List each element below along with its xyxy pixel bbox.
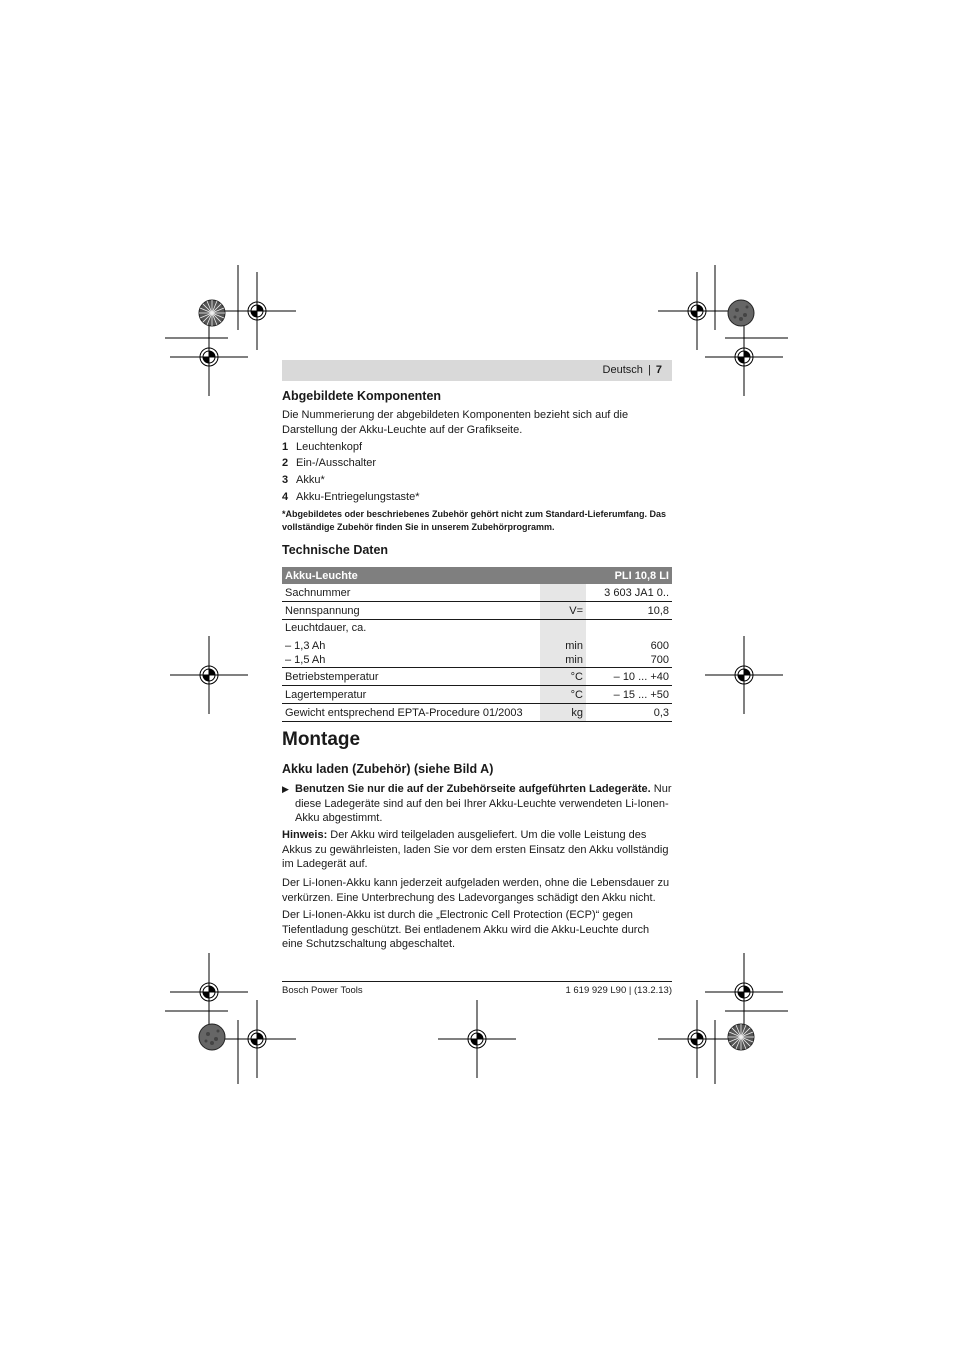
spec-value-line: 600 bbox=[650, 640, 669, 652]
spec-unit bbox=[540, 620, 586, 668]
item-number: 3 bbox=[282, 474, 289, 486]
spec-label: Lagertemperatur bbox=[282, 686, 540, 704]
spec-header-model: PLI 10,8 LI bbox=[586, 567, 672, 584]
table-row bbox=[282, 584, 672, 602]
spec-label: Betriebstemperatur bbox=[282, 668, 540, 686]
item-number: 1 bbox=[282, 441, 289, 453]
spec-label: Sachnummer bbox=[282, 584, 540, 602]
item-number: 4 bbox=[282, 491, 289, 503]
item-label: Leuchtenkopf bbox=[296, 441, 363, 453]
spec-value bbox=[586, 620, 672, 668]
spec-label-main: Leuchtdauer, ca. bbox=[285, 622, 367, 634]
spec-unit: kg bbox=[540, 704, 586, 722]
spec-value: 10,8 bbox=[586, 602, 672, 620]
spec-unit: °C bbox=[540, 686, 586, 704]
item-label: Akku-Entriegelungstaste* bbox=[296, 491, 420, 503]
table-row bbox=[282, 602, 672, 620]
spec-sublabel: – 1,5 Ah bbox=[285, 654, 326, 666]
triangle-bullet-icon: ▶ bbox=[282, 784, 289, 794]
page-number: 7 bbox=[655, 364, 662, 376]
charging-heading: Akku laden (Zubehör) (siehe Bild A) bbox=[282, 762, 494, 776]
components-heading: Abgebildete Komponenten bbox=[282, 389, 442, 403]
spec-table-header bbox=[282, 567, 672, 584]
item-label: Ein-/Ausschalter bbox=[296, 457, 377, 469]
spec-sublabel: – 1,3 Ah bbox=[285, 640, 326, 652]
spec-value: 0,3 bbox=[586, 704, 672, 722]
spec-unit-line: min bbox=[565, 654, 583, 666]
table-row bbox=[282, 620, 672, 668]
page-header bbox=[603, 364, 662, 376]
note-label: Hinweis: bbox=[282, 829, 328, 841]
table-row bbox=[282, 686, 672, 704]
note-paragraph bbox=[282, 828, 672, 872]
list-item bbox=[282, 474, 325, 486]
list-item bbox=[282, 441, 362, 453]
bullet-rest: Nur diese Ladegeräte sind auf den bei Ihrer Akku-Leuchte verwendeten Li-Ionen-Akku abgestimmt. bbox=[295, 783, 672, 824]
spec-table bbox=[282, 567, 672, 722]
item-number: 2 bbox=[282, 457, 289, 469]
spec-unit: °C bbox=[540, 668, 586, 686]
header-language: Deutsch bbox=[602, 364, 643, 376]
section-title: Montage bbox=[282, 729, 361, 750]
footer-brand: Bosch Power Tools bbox=[282, 985, 363, 996]
accessory-footnote: *Abgebildetes oder beschriebenes Zubehör gehört nicht zum Standard-Lieferumfang. Das vollständige Zubehör finden Sie in unserem Zubehörprogramm. bbox=[282, 509, 667, 532]
spec-header-label: Akku-Leuchte bbox=[282, 567, 586, 584]
spec-unit-line: min bbox=[565, 640, 583, 652]
bullet-item bbox=[282, 782, 672, 826]
table-row bbox=[282, 668, 672, 686]
list-item bbox=[282, 457, 376, 469]
footer-divider bbox=[282, 981, 672, 982]
list-item bbox=[282, 491, 420, 503]
spec-value: 3 603 JA1 0.. bbox=[586, 584, 672, 602]
paragraph: Der Li-Ionen-Akku ist durch die „Electronic Cell Protection (ECP)“ gegen Tiefentladung geschützt. Bei entladenem Akku wird die Akku-Leuchte durch eine Schutzschaltung abgeschaltet. bbox=[282, 909, 650, 950]
spec-value-line: 700 bbox=[650, 654, 669, 666]
spec-label bbox=[282, 620, 540, 668]
spec-label: Nennspannung bbox=[282, 602, 540, 620]
spec-value: – 10 ... +40 bbox=[586, 668, 672, 686]
technical-heading: Technische Daten bbox=[282, 543, 389, 557]
paragraph: Der Li-Ionen-Akku kann jederzeit aufgeladen werden, ohne die Lebensdauer zu verkürzen. Eine Unterbrechung des Ladevorganges schädigt den Akku nicht. bbox=[282, 877, 670, 904]
note-text: Der Akku wird teilgeladen ausgeliefert. Um die volle Leistung des Akkus zu gewährleisten, laden Sie vor dem ersten Einsatz den Akku vollständig im Ladegerät auf. bbox=[282, 829, 669, 870]
header-bar bbox=[282, 360, 672, 381]
spec-unit: V= bbox=[540, 602, 586, 620]
bullet-text bbox=[295, 782, 672, 826]
spec-label: Gewicht entsprechend EPTA-Procedure 01/2003 bbox=[282, 704, 540, 722]
item-label: Akku* bbox=[296, 474, 325, 486]
spec-unit bbox=[540, 584, 586, 602]
table-row bbox=[282, 704, 672, 722]
header-separator: | bbox=[647, 364, 651, 376]
bullet-bold: Benutzen Sie nur die auf der Zubehörseite aufgeführten Ladegeräte. bbox=[295, 783, 651, 795]
spec-value: – 15 ... +50 bbox=[586, 686, 672, 704]
footer-doc-number: 1 619 929 L90 | (13.2.13) bbox=[565, 985, 672, 996]
components-intro: Die Nummerierung der abgebildeten Komponenten bezieht sich auf die Darstellung der Akku-Leuchte auf der Grafikseite. bbox=[282, 409, 629, 436]
